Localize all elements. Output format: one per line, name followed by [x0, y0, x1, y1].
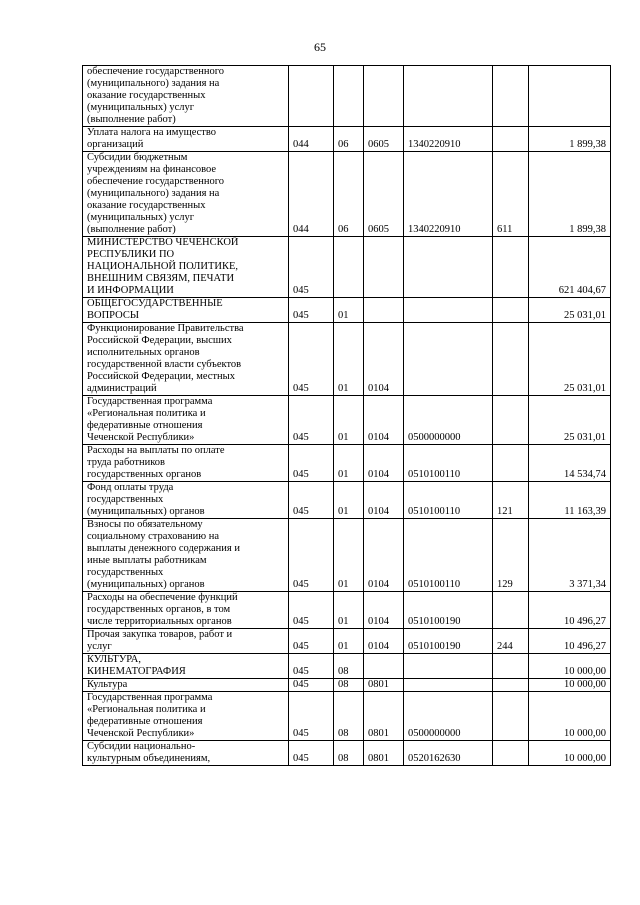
- table-row: [83, 298, 611, 323]
- ministry-code-cell: 045: [289, 519, 334, 592]
- section-code-cell: 01: [334, 323, 364, 396]
- expense-type-cell: 129: [493, 519, 529, 592]
- amount-cell: 1 899,38: [529, 152, 611, 237]
- item-name-cell: Взносы по обязательному социальному страхованию на выплаты денежного содержания и иные выплаты работникам государственных (муниципальных) органов: [83, 519, 289, 592]
- subsection-code-cell: 0104: [364, 323, 404, 396]
- item-name-cell: Субсидии национально- культурным объединениям,: [83, 741, 289, 766]
- target-article-cell: 0510100110: [404, 445, 493, 482]
- ministry-code-cell: 045: [289, 445, 334, 482]
- expense-type-cell: [493, 323, 529, 396]
- section-code-cell: 01: [334, 396, 364, 445]
- expense-type-cell: [493, 66, 529, 127]
- amount-cell: 25 031,01: [529, 323, 611, 396]
- section-code-cell: 08: [334, 679, 364, 692]
- item-name-cell: Прочая закупка товаров, работ и услуг: [83, 629, 289, 654]
- table-row: [83, 692, 611, 741]
- table-row: [83, 654, 611, 679]
- target-article-cell: [404, 323, 493, 396]
- table-row: [83, 519, 611, 592]
- subsection-code-cell: [364, 298, 404, 323]
- table-row: [83, 741, 611, 766]
- expense-type-cell: [493, 445, 529, 482]
- target-article-cell: 0500000000: [404, 396, 493, 445]
- section-code-cell: 01: [334, 519, 364, 592]
- subsection-code-cell: [364, 654, 404, 679]
- table-row: [83, 396, 611, 445]
- table-row: [83, 445, 611, 482]
- ministry-code-cell: 044: [289, 152, 334, 237]
- section-code-cell: [334, 237, 364, 298]
- expense-type-cell: [493, 237, 529, 298]
- target-article-cell: [404, 654, 493, 679]
- ministry-code-cell: 045: [289, 741, 334, 766]
- item-name-cell: Расходы на обеспечение функций государственных органов, в том числе территориальных органов: [83, 592, 289, 629]
- amount-cell: 10 000,00: [529, 654, 611, 679]
- subsection-code-cell: [364, 237, 404, 298]
- ministry-code-cell: 045: [289, 237, 334, 298]
- item-name-cell: Субсидии бюджетным учреждениям на финансовое обеспечение государственного (муниципального) задания на оказание государственных (муниципальных) услуг (выполнение работ): [83, 152, 289, 237]
- target-article-cell: 0510100190: [404, 629, 493, 654]
- table-row: [83, 152, 611, 237]
- target-article-cell: 0520162630: [404, 741, 493, 766]
- section-code-cell: 06: [334, 127, 364, 152]
- target-article-cell: 1340220910: [404, 127, 493, 152]
- section-code-cell: 08: [334, 692, 364, 741]
- section-code-cell: 01: [334, 629, 364, 654]
- target-article-cell: [404, 298, 493, 323]
- subsection-code-cell: 0605: [364, 127, 404, 152]
- expense-type-cell: [493, 396, 529, 445]
- item-name-cell: ОБЩЕГОСУДАРСТВЕННЫЕ ВОПРОСЫ: [83, 298, 289, 323]
- amount-cell: 25 031,01: [529, 298, 611, 323]
- subsection-code-cell: 0104: [364, 445, 404, 482]
- page-number: 65: [314, 40, 326, 54]
- expense-type-cell: [493, 592, 529, 629]
- target-article-cell: 0500000000: [404, 692, 493, 741]
- ministry-code-cell: 045: [289, 482, 334, 519]
- section-code-cell: 01: [334, 298, 364, 323]
- expense-type-cell: [493, 741, 529, 766]
- subsection-code-cell: 0104: [364, 396, 404, 445]
- section-code-cell: 01: [334, 592, 364, 629]
- target-article-cell: [404, 66, 493, 127]
- amount-cell: 10 496,27: [529, 629, 611, 654]
- table-row: [83, 592, 611, 629]
- amount-cell: 25 031,01: [529, 396, 611, 445]
- budget-table-body: [83, 66, 611, 766]
- item-name-cell: МИНИСТЕРСТВО ЧЕЧЕНСКОЙ РЕСПУБЛИКИ ПО НАЦИОНАЛЬНОЙ ПОЛИТИКЕ, ВНЕШНИМ СВЯЗЯМ, ПЕЧАТИ И ИНФОРМАЦИИ: [83, 237, 289, 298]
- target-article-cell: 0510100110: [404, 519, 493, 592]
- section-code-cell: 08: [334, 654, 364, 679]
- table-row: [83, 237, 611, 298]
- amount-cell: 621 404,67: [529, 237, 611, 298]
- table-row: [83, 323, 611, 396]
- subsection-code-cell: 0801: [364, 692, 404, 741]
- ministry-code-cell: 045: [289, 679, 334, 692]
- amount-cell: 10 000,00: [529, 692, 611, 741]
- amount-cell: 1 899,38: [529, 127, 611, 152]
- item-name-cell: Фонд оплаты труда государственных (муниципальных) органов: [83, 482, 289, 519]
- section-code-cell: 01: [334, 482, 364, 519]
- ministry-code-cell: 045: [289, 654, 334, 679]
- subsection-code-cell: 0104: [364, 629, 404, 654]
- target-article-cell: [404, 679, 493, 692]
- section-code-cell: 06: [334, 152, 364, 237]
- item-name-cell: Государственная программа «Региональная политика и федеративные отношения Чеченской Республики»: [83, 692, 289, 741]
- table-row: [83, 66, 611, 127]
- expense-type-cell: [493, 298, 529, 323]
- expense-type-cell: 611: [493, 152, 529, 237]
- subsection-code-cell: 0104: [364, 592, 404, 629]
- subsection-code-cell: 0104: [364, 519, 404, 592]
- target-article-cell: [404, 237, 493, 298]
- subsection-code-cell: 0605: [364, 152, 404, 237]
- expense-type-cell: [493, 654, 529, 679]
- amount-cell: 10 000,00: [529, 741, 611, 766]
- item-name-cell: Культура: [83, 679, 289, 692]
- ministry-code-cell: [289, 66, 334, 127]
- amount-cell: 14 534,74: [529, 445, 611, 482]
- item-name-cell: КУЛЬТУРА, КИНЕМАТОГРАФИЯ: [83, 654, 289, 679]
- section-code-cell: [334, 66, 364, 127]
- amount-cell: 11 163,39: [529, 482, 611, 519]
- subsection-code-cell: 0801: [364, 741, 404, 766]
- table-row: [83, 679, 611, 692]
- item-name-cell: Государственная программа «Региональная политика и федеративные отношения Чеченской Республики»: [83, 396, 289, 445]
- amount-cell: 10 496,27: [529, 592, 611, 629]
- section-code-cell: 08: [334, 741, 364, 766]
- expense-type-cell: 121: [493, 482, 529, 519]
- item-name-cell: Функционирование Правительства Российской Федерации, высших исполнительных органов государственной власти субъектов Российской Федерации, местных администраций: [83, 323, 289, 396]
- target-article-cell: 1340220910: [404, 152, 493, 237]
- amount-cell: 3 371,34: [529, 519, 611, 592]
- ministry-code-cell: 044: [289, 127, 334, 152]
- target-article-cell: 0510100110: [404, 482, 493, 519]
- ministry-code-cell: 045: [289, 692, 334, 741]
- expense-type-cell: [493, 692, 529, 741]
- table-row: [83, 127, 611, 152]
- target-article-cell: 0510100190: [404, 592, 493, 629]
- ministry-code-cell: 045: [289, 396, 334, 445]
- ministry-code-cell: 045: [289, 592, 334, 629]
- table-row: [83, 629, 611, 654]
- item-name-cell: Уплата налога на имущество организаций: [83, 127, 289, 152]
- budget-table: [82, 65, 611, 766]
- item-name-cell: обеспечение государственного (муниципального) задания на оказание государственных (муниципальных) услуг (выполнение работ): [83, 66, 289, 127]
- section-code-cell: 01: [334, 445, 364, 482]
- ministry-code-cell: 045: [289, 629, 334, 654]
- amount-cell: [529, 66, 611, 127]
- subsection-code-cell: [364, 66, 404, 127]
- subsection-code-cell: 0104: [364, 482, 404, 519]
- expense-type-cell: [493, 127, 529, 152]
- expense-type-cell: [493, 679, 529, 692]
- ministry-code-cell: 045: [289, 298, 334, 323]
- subsection-code-cell: 0801: [364, 679, 404, 692]
- table-row: [83, 482, 611, 519]
- item-name-cell: Расходы на выплаты по оплате труда работников государственных органов: [83, 445, 289, 482]
- expense-type-cell: 244: [493, 629, 529, 654]
- amount-cell: 10 000,00: [529, 679, 611, 692]
- ministry-code-cell: 045: [289, 323, 334, 396]
